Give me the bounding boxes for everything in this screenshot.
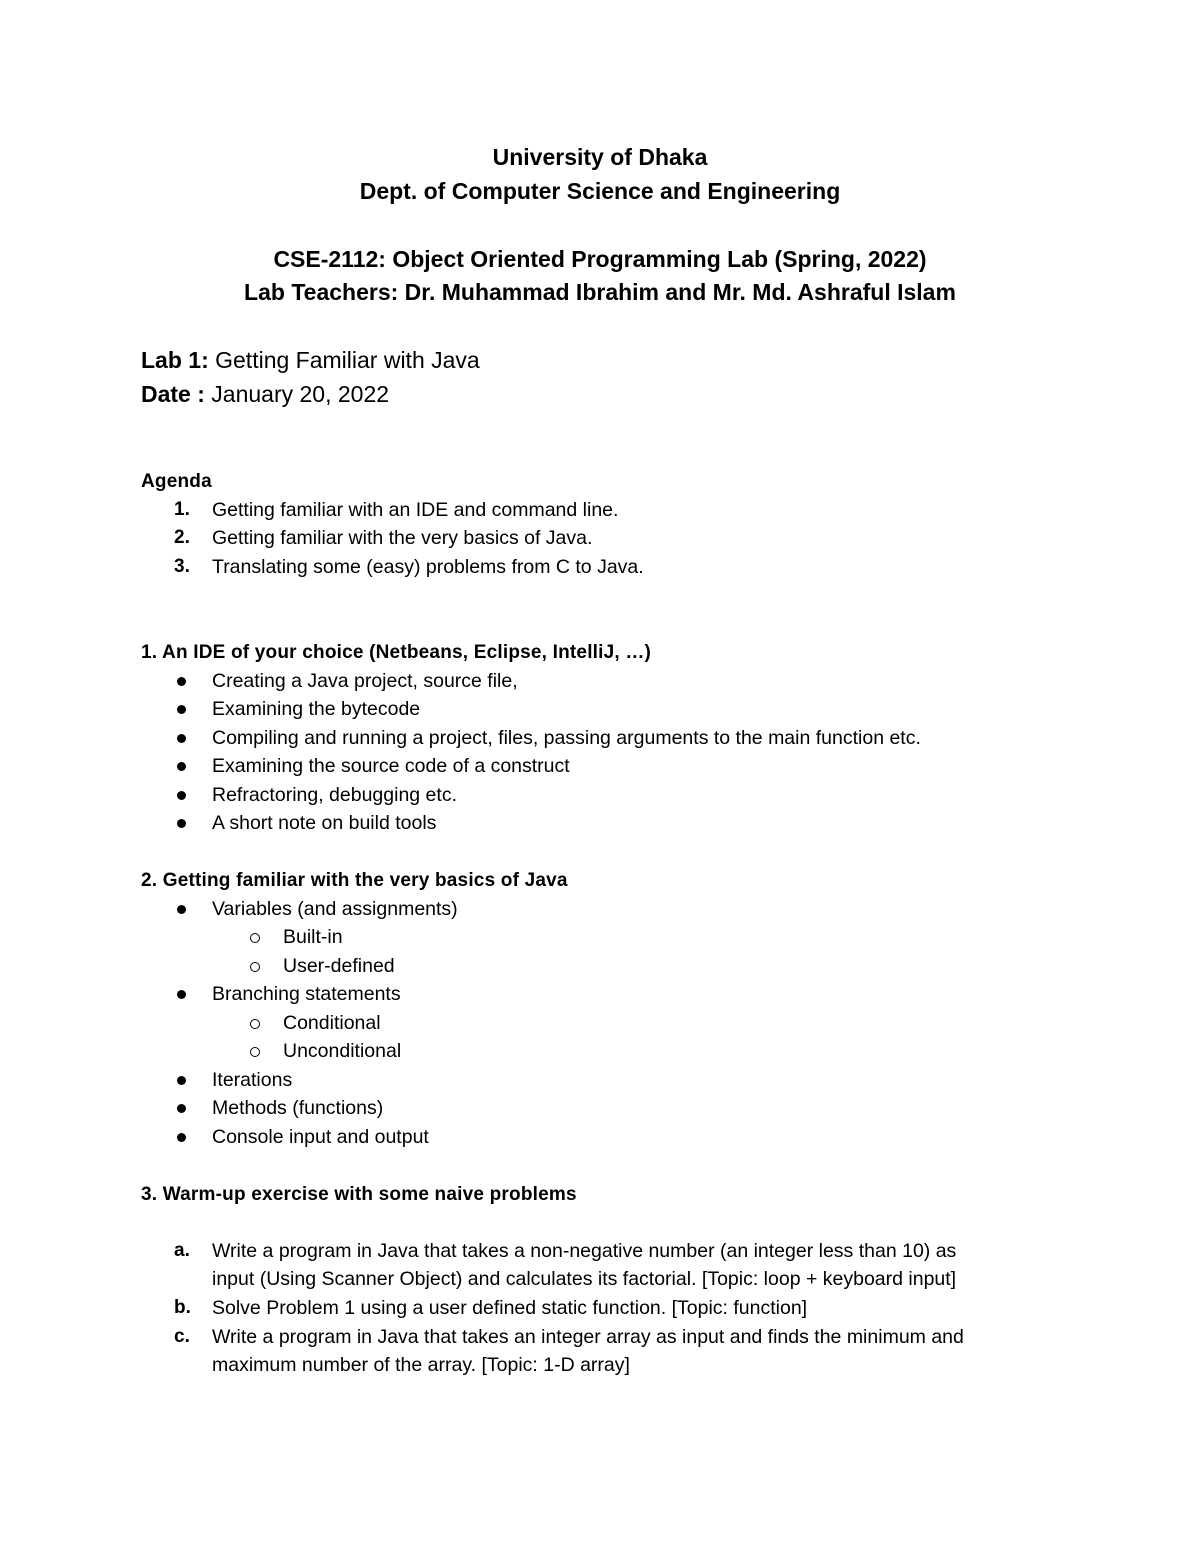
list-item: A short note on build tools	[212, 812, 437, 834]
bullet-icon	[177, 1133, 186, 1142]
lab-label: Lab 1:	[141, 347, 209, 373]
list-item: Variables (and assignments)	[212, 898, 458, 920]
exercise-letter: a.	[174, 1240, 190, 1261]
hollow-bullet-icon	[250, 933, 260, 943]
sub-list-item: Conditional	[283, 1012, 381, 1034]
list-item: Iterations	[212, 1069, 293, 1091]
exercise-text: Write a program in Java that takes a non-negative number (an integer less than 10) as	[212, 1240, 957, 1262]
list-item: Examining the bytecode	[212, 698, 421, 720]
bullet-icon	[177, 990, 186, 999]
bullet-icon	[177, 1104, 186, 1113]
lab-teachers: Lab Teachers: Dr. Muhammad Ibrahim and Mr. Md. Ashraful Islam	[244, 279, 956, 305]
exercise-text: input (Using Scanner Object) and calculates its factorial. [Topic: loop + keyboard input]	[212, 1268, 957, 1290]
exercise-text: Write a program in Java that takes an integer array as input and finds the minimum and	[212, 1326, 964, 1348]
agenda-item: Translating some (easy) problems from C to Java.	[212, 556, 644, 578]
lab-title: Getting Familiar with Java	[208, 347, 480, 373]
bullet-icon	[177, 762, 186, 771]
course-title: CSE-2112: Object Oriented Programming Lab (Spring, 2022)	[273, 246, 927, 272]
section-3-heading: 3. Warm-up exercise with some naive problems	[141, 1184, 577, 1205]
bullet-icon	[177, 677, 186, 686]
section-2-heading: 2. Getting familiar with the very basics of Java	[141, 870, 568, 891]
agenda-number: 1.	[174, 499, 190, 520]
agenda-item: Getting familiar with an IDE and command line.	[212, 499, 619, 521]
sub-list-item: User-defined	[283, 955, 395, 977]
list-item: Compiling and running a project, files, passing arguments to the main function etc.	[212, 727, 921, 749]
bullet-icon	[177, 819, 186, 828]
list-item: Methods (functions)	[212, 1097, 384, 1119]
university-name: University of Dhaka	[492, 144, 708, 170]
hollow-bullet-icon	[250, 962, 260, 972]
list-item: Refractoring, debugging etc.	[212, 784, 457, 806]
exercise-letter: b.	[174, 1297, 191, 1318]
exercise-text: maximum number of the array. [Topic: 1-D array]	[212, 1354, 630, 1376]
bullet-icon	[177, 1076, 186, 1085]
bullet-icon	[177, 734, 186, 743]
bullet-icon	[177, 791, 186, 800]
agenda-item: Getting familiar with the very basics of Java.	[212, 527, 593, 549]
list-item: Console input and output	[212, 1126, 429, 1148]
agenda-number: 3.	[174, 556, 190, 577]
hollow-bullet-icon	[250, 1019, 260, 1029]
list-item: Creating a Java project, source file,	[212, 670, 518, 692]
exercise-text: Solve Problem 1 using a user defined static function. [Topic: function]	[212, 1297, 808, 1319]
bullet-icon	[177, 905, 186, 914]
date-label: Date :	[141, 381, 205, 407]
list-item: Examining the source code of a construct	[212, 755, 570, 777]
lab-date-line	[141, 380, 389, 408]
sub-list-item: Unconditional	[283, 1040, 402, 1062]
department-name: Dept. of Computer Science and Engineering	[359, 178, 841, 204]
lab-title-line	[141, 346, 480, 374]
agenda-number: 2.	[174, 527, 190, 548]
hollow-bullet-icon	[250, 1047, 260, 1057]
exercise-letter: c.	[174, 1326, 190, 1347]
lab-date: January 20, 2022	[204, 381, 390, 407]
agenda-heading: Agenda	[141, 471, 212, 492]
bullet-icon	[177, 705, 186, 714]
list-item: Branching statements	[212, 983, 401, 1005]
section-1-heading: 1. An IDE of your choice (Netbeans, Eclipse, IntelliJ, …)	[141, 642, 652, 663]
sub-list-item: Built-in	[283, 926, 343, 948]
